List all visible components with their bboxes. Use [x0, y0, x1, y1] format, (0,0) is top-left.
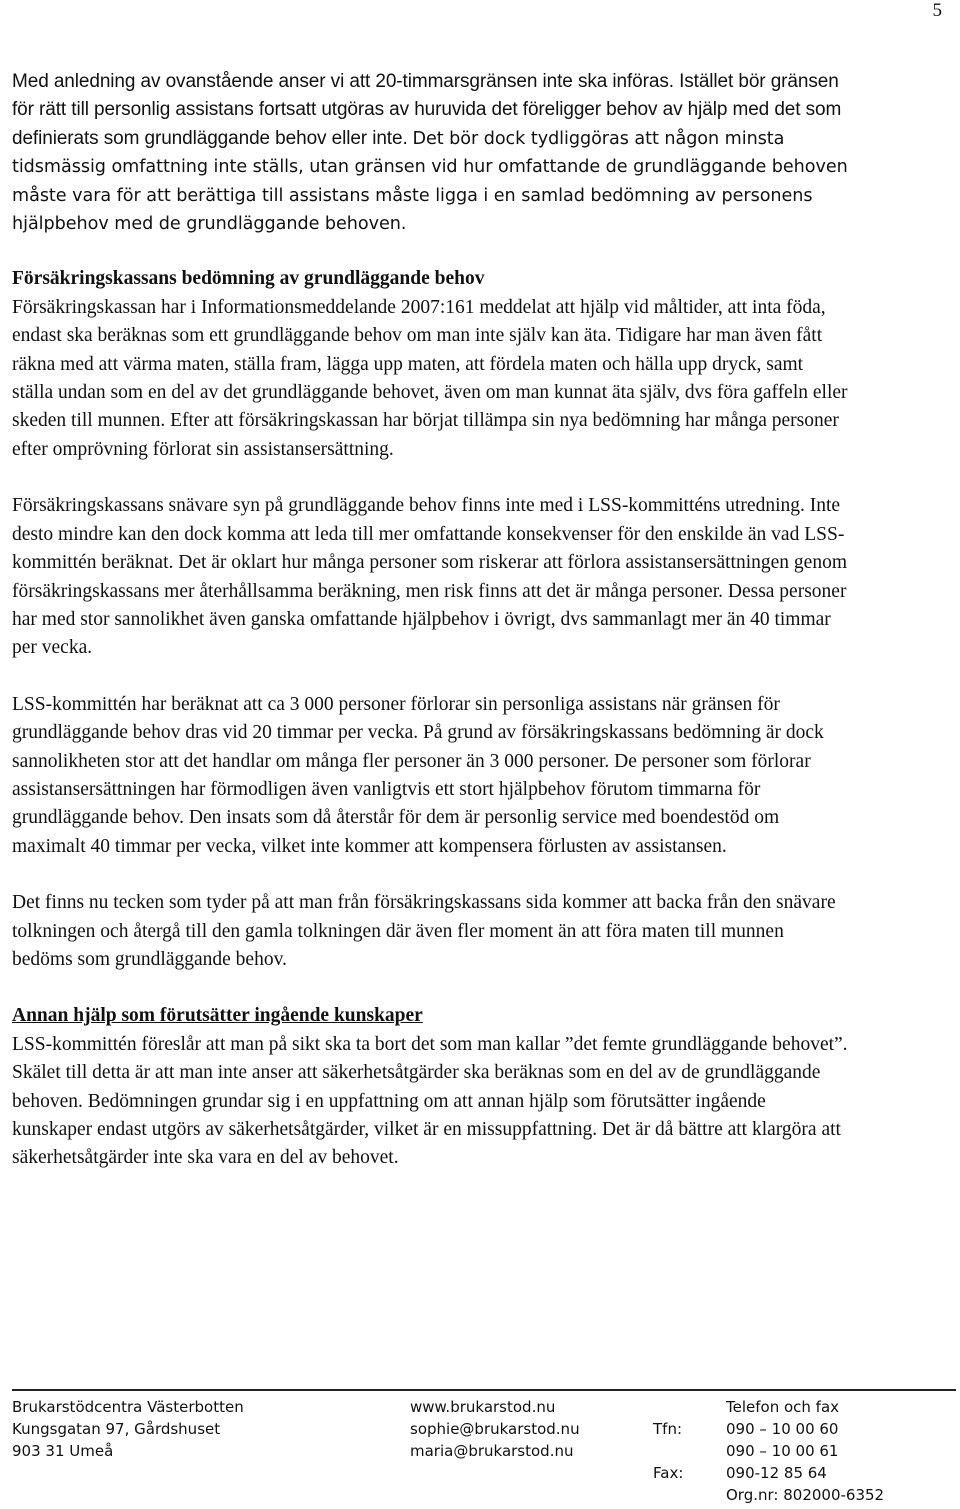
page-number: 5: [932, 0, 942, 21]
heading-other-help: Annan hjälp som förutsätter ingående kunskaper: [12, 1005, 423, 1027]
footer-website-link[interactable]: www.brukarstod.nu: [410, 1398, 556, 1416]
footer-fax-label: Fax:: [653, 1464, 684, 1482]
footer-address-line1: Kungsgatan 97, Gårdshuset: [12, 1420, 221, 1438]
paragraph-other-help: LSS-kommittén föreslår att man på sikt ska ta bort det som man kallar ”det femte grundläggande behovet”. Skälet till detta är att man inte anser att säkerhetsåtgärder ska beräknas som en del av de grundläggande behoven. Bedömningen grundar sig i en uppfattning om att annan hjälp som förutsätter ingående kunskaper endast utgörs av säkerhetsåtgärder, vilket är en missuppfattning. Det är då bättre att klargöra att säkerhetsåtgärder inte ska vara en del av behovet.: [12, 1033, 848, 1169]
footer-org-name: Brukarstödcentra Västerbotten: [12, 1398, 244, 1416]
footer-divider: [12, 1389, 956, 1391]
footer-contact-header: Telefon och fax: [726, 1398, 840, 1416]
paragraph-signs: Det finns nu tecken som tyder på att man från försäkringskassans sida kommer att backa från den snävare tolkningen och återgå till den gamla tolkningen där även fler moment än att föra maten till munnen bedöms som grundläggande behov.: [12, 892, 836, 970]
footer-tfn-label: Tfn:: [653, 1420, 683, 1438]
footer-fax-number: 090-12 85 64: [726, 1464, 827, 1482]
paragraph-lss-calculation: LSS-kommittén har beräknat att ca 3 000 personer förlorar sin personliga assistans när gränsen för grundläggande behov dras vid 20 timmar per vecka. På grund av försäkringskassans bedömning är dock sannolikheten stor att det handlar om många fler personer än 3 000 personer. De personer som förlorar assistansersättningen har förmodligen även vanligtvis ett stort hjälpbehov förutom timmarna för grundläggande behov. Den insats som då återstår för dem är personlig service med boendestöd om maximalt 40 timmar per vecka, vilket inte kommer att kompensera förlusten av assistansen.: [12, 693, 824, 857]
footer-email-sophie[interactable]: sophie@brukarstod.nu: [410, 1420, 580, 1438]
heading-fk-assessment: Försäkringskassans bedömning av grundläggande behov: [12, 268, 485, 290]
document-body: [12, 68, 848, 1173]
paragraph-intro-part2: Det bör dock tydliggöras att någon minsta tidsmässig omfattning inte ställs, utan gränsen vid hur omfattande de grundläggande behoven måste vara för att berättiga till assistans måste ligga i en samlad bedömning av personens hjälpbehov med de grundläggande behoven.: [12, 128, 848, 235]
footer-email-maria[interactable]: maria@brukarstod.nu: [410, 1442, 574, 1460]
paragraph-narrower-view: Försäkringskassans snävare syn på grundläggande behov finns inte med i LSS-kommitténs utredning. Inte desto mindre kan den dock komma att leda till mer omfattande konsekvenser för den enskilde än vad LSS-kommittén beräknat. Det är oklart hur många personer som riskerar att förlora assistansersättningen genom försäkringskassans mer återhållsamma beräkning, men risk finns att det är många personer. Dessa personer har med stor sannolikhet även ganska omfattande hjälpbehov i övrigt, dvs sammanlagt mer än 40 timmar per vecka.: [12, 495, 847, 659]
footer-address-column: [12, 1396, 244, 1462]
footer-web-column: [410, 1396, 580, 1462]
footer-phone2: 090 – 10 00 61: [726, 1442, 839, 1460]
footer-org-number: Org.nr: 802000-6352: [726, 1486, 885, 1504]
paragraph-intro-part1: Med anledning av ovanstående anser vi att 20-timmarsgränsen inte ska införas. Istället bör gränsen för rätt till personlig assistans fortsatt utgöras av huruvida det föreligger behov av hjälp med det som definierats som grundläggande behov eller inte.: [12, 71, 842, 149]
footer-labels-column: [653, 1396, 683, 1484]
footer-address-line2: 903 31 Umeå: [12, 1442, 114, 1460]
paragraph-fk-assessment: Försäkringskassan har i Informationsmeddelande 2007:161 meddelat att hjälp vid måltider, att inta föda, endast ska beräknas som ett grundläggande behov om man inte själv kan äta. Tidigare har man även fått räkna med att värma maten, ställa fram, lägga upp maten, att fördela maten och hälla upp dryck, samt ställa undan som en del av det grundläggande behovet, även om man kunnat äta själv, dvs föra gaffeln eller skeden till munnen. Efter att försäkringskassan har börjat tillämpa sin nya bedömning har många personer efter omprövning förlorat sin assistansersättning.: [12, 296, 848, 460]
paragraph-intro: [12, 68, 848, 238]
footer-phone1: 090 – 10 00 60: [726, 1420, 839, 1438]
footer-phone-column: [726, 1396, 884, 1506]
